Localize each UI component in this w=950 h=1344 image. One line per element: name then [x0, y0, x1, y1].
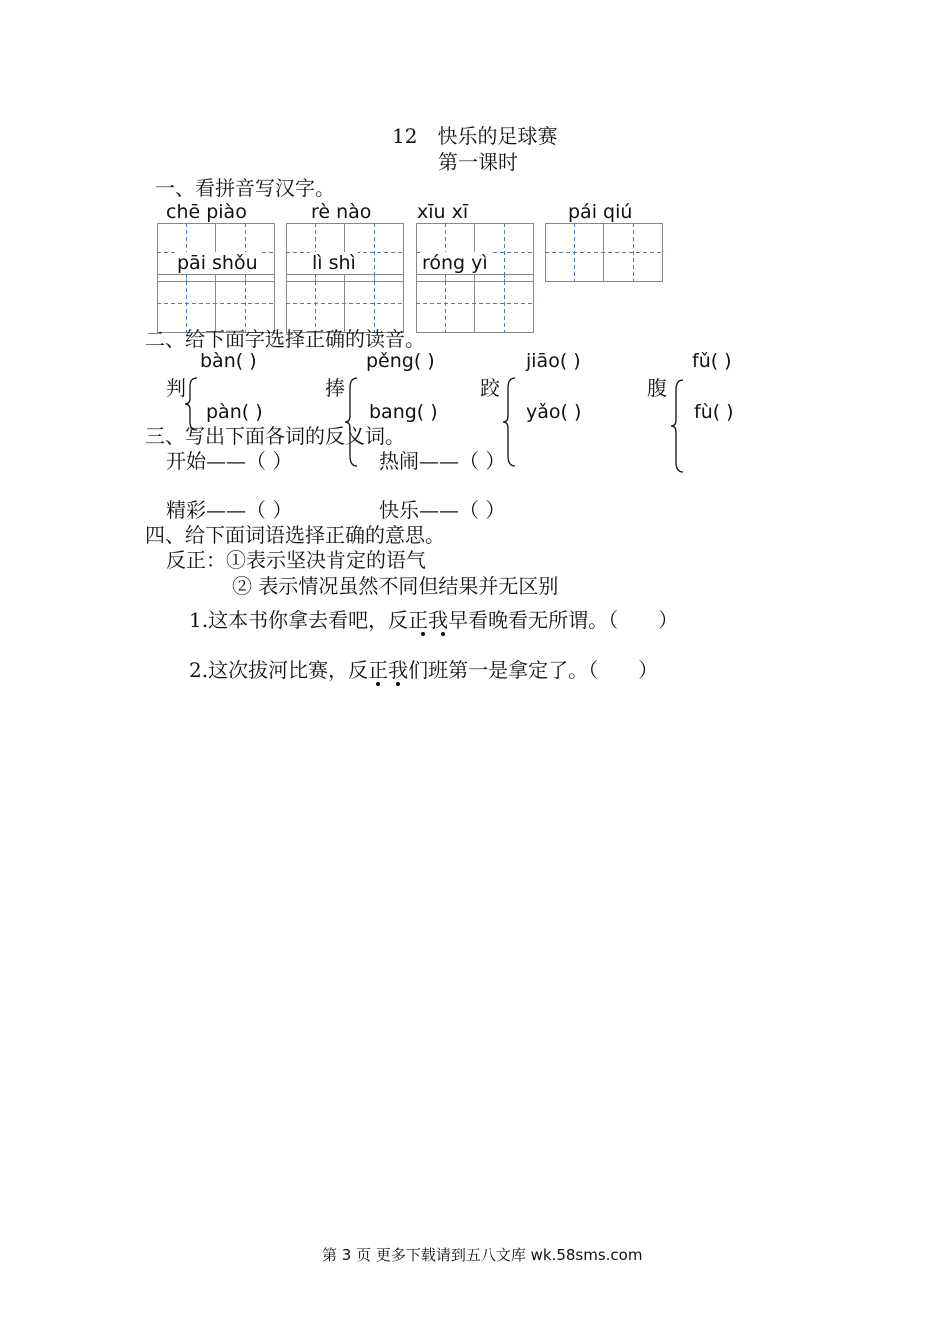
reading-2-top: pěng( ) — [366, 350, 435, 372]
question-1: 1.这本书你拿去看吧，反正我早看晚看无所谓。（ ） — [189, 608, 679, 632]
antonym-4: 快乐——（ ） — [379, 498, 506, 522]
pinyin-7: róng yì — [422, 252, 488, 274]
reading-4-char: 腹 — [647, 376, 667, 400]
antonym-2: 热闹——（ ） — [379, 449, 506, 473]
section4-heading: 四、给下面词语选择正确的意思。 — [145, 523, 445, 547]
reading-1-char: 判 — [166, 376, 186, 400]
brace-2 — [344, 376, 360, 468]
emphasis-dot — [396, 682, 400, 686]
reading-1-bottom: pàn( ) — [206, 401, 263, 423]
reading-3-bottom: yǎo( ) — [526, 401, 582, 423]
writing-grid-4 — [545, 223, 663, 283]
question-2: 2.这次拔河比赛，反正我们班第一是拿定了。（ ） — [189, 658, 659, 682]
pinyin-6: lì shì — [312, 252, 356, 274]
pinyin-2: rè nào — [311, 201, 372, 223]
pinyin-5: pāi shǒu — [177, 252, 258, 274]
section3-heading: 三、写出下面各词的反义词。 — [145, 424, 405, 448]
reading-1-top: bàn( ) — [200, 350, 257, 372]
writing-grid-3 — [416, 223, 534, 333]
pinyin-4: pái qiú — [568, 201, 633, 223]
reading-4-top: fǔ( ) — [692, 350, 732, 372]
brace-4 — [670, 378, 686, 474]
emphasis-dot — [421, 632, 425, 636]
reading-3-char: 跤 — [480, 376, 500, 400]
reading-2-bottom: bang( ) — [369, 401, 438, 423]
antonym-1: 开始——（ ） — [166, 449, 293, 473]
page-subtitle: 第一课时 — [438, 150, 518, 174]
reading-2-char: 捧 — [325, 376, 345, 400]
definition-2: ② 表示情况虽然不同但结果并无区别 — [232, 574, 559, 598]
section2-heading: 二、给下面字选择正确的读音。 — [145, 327, 425, 351]
pinyin-1: chē piào — [166, 201, 247, 223]
writing-grid-1 — [157, 223, 275, 333]
emphasis-dot — [376, 682, 380, 686]
page-footer: 第 3 页 更多下载请到五八文库 wk.58sms.com — [322, 1246, 643, 1264]
reading-3-top: jiāo( ) — [526, 350, 581, 372]
writing-grid-2 — [286, 223, 404, 333]
antonym-3: 精彩——（ ） — [166, 498, 293, 522]
reading-4-bottom: fù( ) — [694, 401, 734, 423]
emphasis-dot — [441, 632, 445, 636]
definition-1: 反正：①表示坚决肯定的语气 — [166, 548, 426, 572]
page-title: 12 快乐的足球赛 — [392, 124, 558, 148]
section1-heading: 一、看拼音写汉字。 — [155, 176, 335, 200]
pinyin-3: xīu xī — [417, 201, 469, 223]
